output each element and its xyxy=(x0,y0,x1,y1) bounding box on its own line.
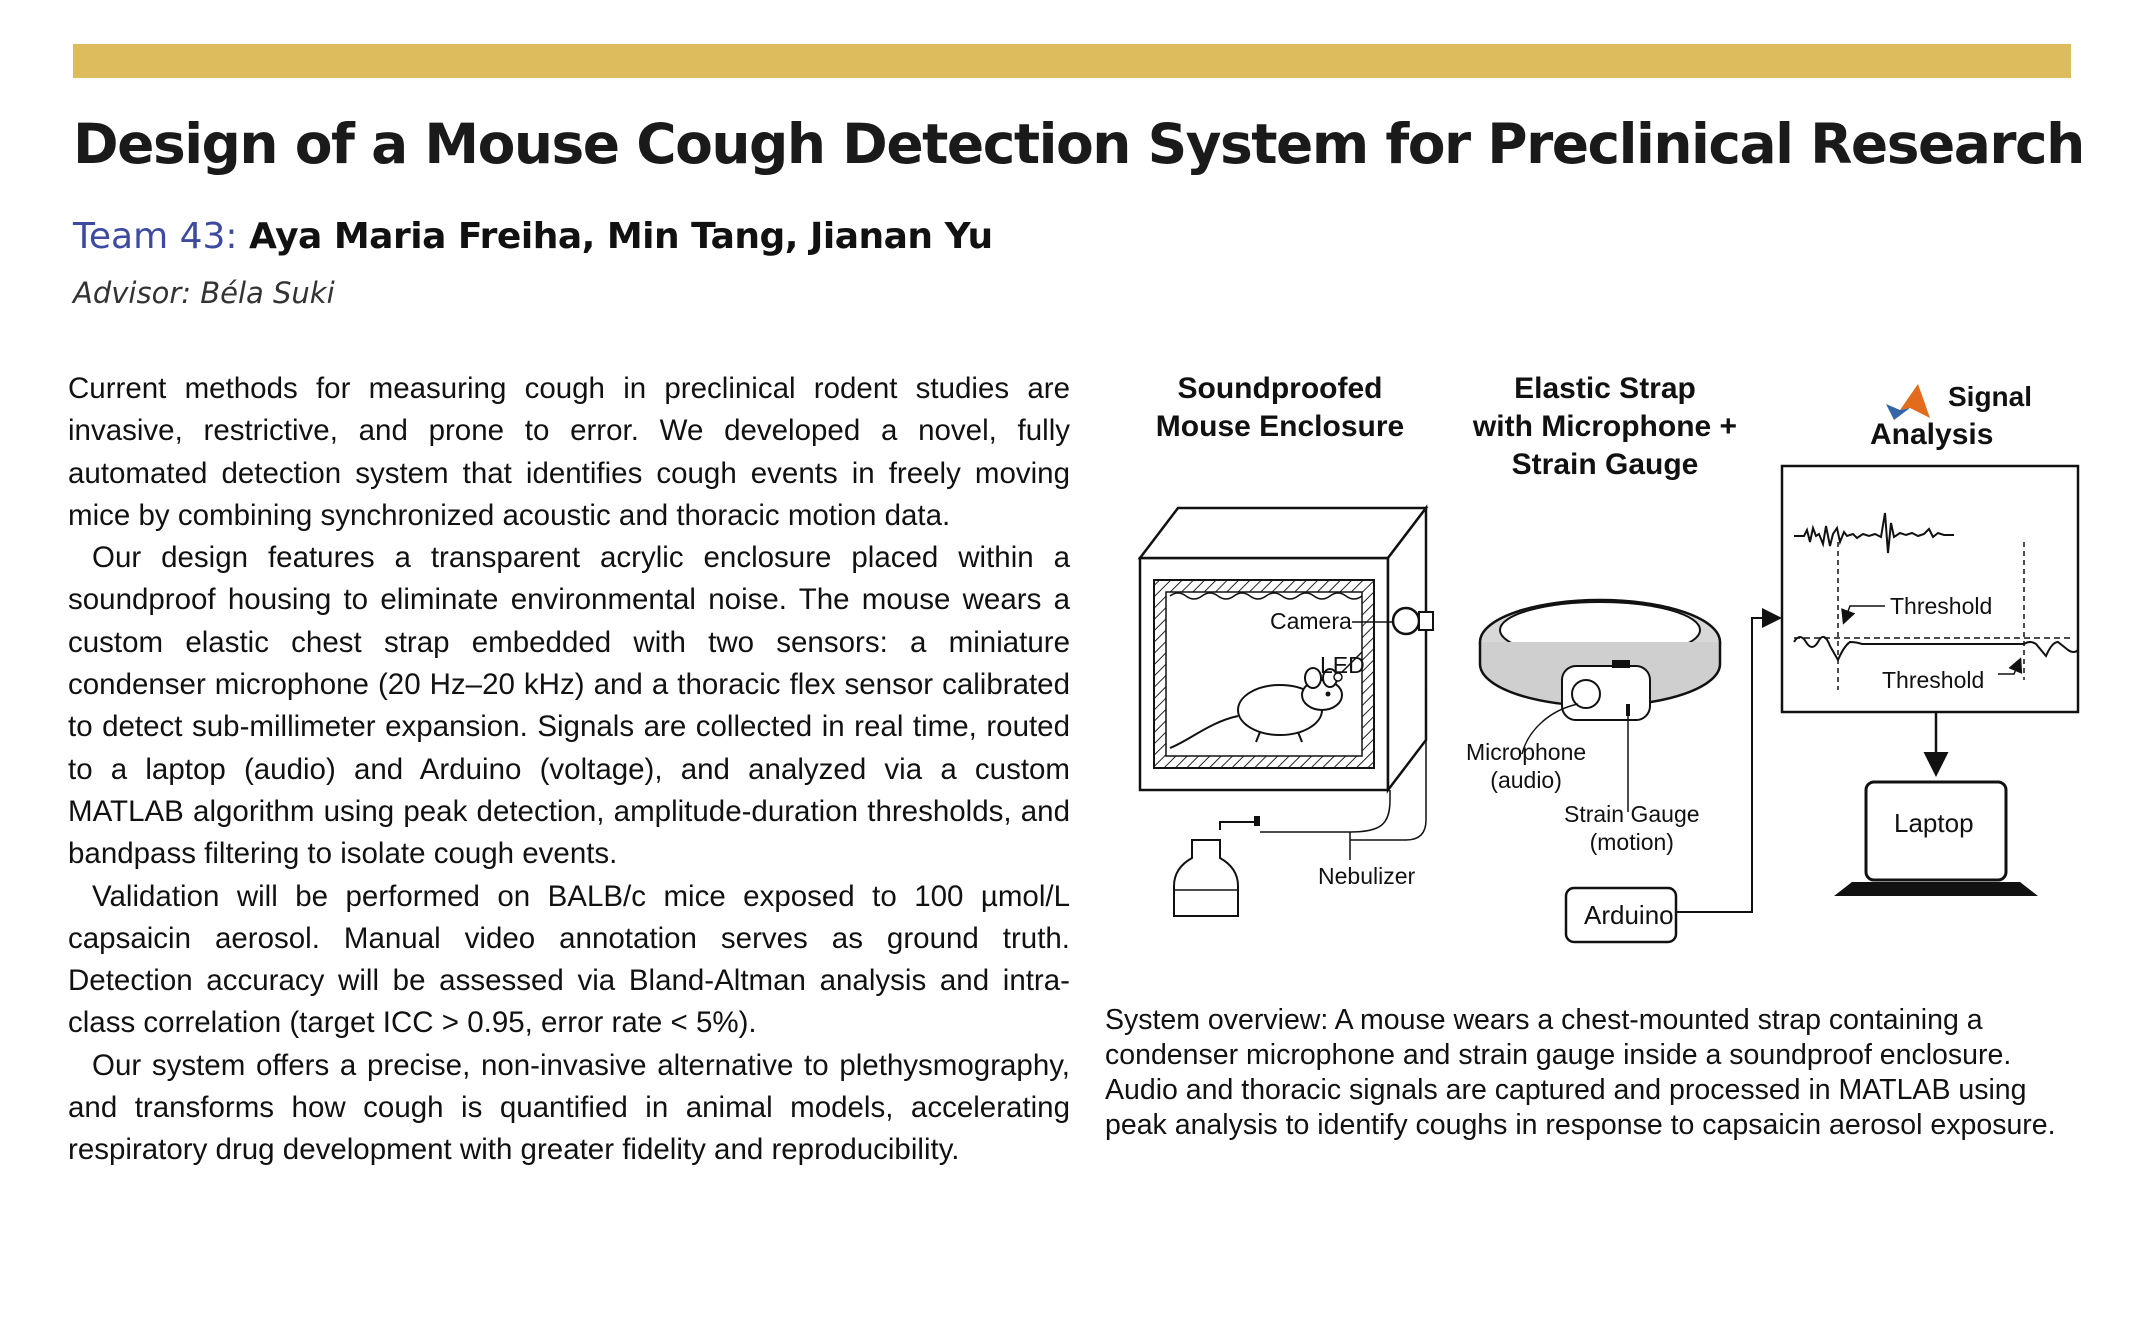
system-overview-figure xyxy=(1130,360,2110,980)
figure-caption: System overview: A mouse wears a chest-mounted strap containing a condenser microphone and strain gauge inside a soundproof enclosure. Audio and thoracic signals are captured and processed in MATLAB using peak analysis to identify coughs in response to capsaicin aerosol exposure. xyxy=(1105,1004,2056,1141)
paragraph-1: Current methods for measuring cough in preclinical rodent studies are invasive, restrictive, and prone to error. We developed a novel, fully automated detection system that identifies cough events in freely moving mice by combining synchronized acoustic and thoracic motion data. xyxy=(68,372,1070,532)
laptop-icon xyxy=(1834,782,2038,896)
arduino-label: Arduino xyxy=(1584,900,1674,930)
strap-heading: Elastic Strap with Microphone + Strain Gauge xyxy=(1472,372,1738,481)
paragraph-4: Our system offers a precise, non-invasive alternative to plethysmography, and transforms how cough is quantified in animal models, accelerating respiratory drug development with greater fidelity and reproducibility. xyxy=(68,1048,1070,1167)
abstract-body xyxy=(68,368,1070,1172)
accent-bar xyxy=(73,44,2071,78)
signal-heading: Signal Analysis xyxy=(1870,381,2033,451)
enclosure-heading: Soundproofed Mouse Enclosure xyxy=(1155,372,1405,443)
microphone-label: Microphone (audio) xyxy=(1466,739,1587,793)
enclosure-box xyxy=(1140,508,1426,790)
laptop-label: Laptop xyxy=(1894,808,1974,838)
nebulizer-label: Nebulizer xyxy=(1318,863,1416,889)
threshold-upper-label: Threshold xyxy=(1890,593,1993,619)
page-title: Design of a Mouse Cough Detection System for Preclinical Research xyxy=(73,112,2084,176)
paragraph-2: Our design features a transparent acrylic enclosure placed within a soundproof housing to eliminate environmental noise. The mouse wears a custom elastic chest strap embedded with two sensors: a miniature condenser microphone (20 Hz–20 kHz) and a thoracic flex sensor calibrated to detect sub-millimeter expansion. Signals are collected in real time, routed to a laptop (audio) and Arduino (voltage), and analyzed via a custom MATLAB algorithm using peak detection, amplitude-duration thresholds, and bandpass filtering to isolate cough events. xyxy=(68,541,1070,871)
strain-gauge-label: Strain Gauge (motion) xyxy=(1564,801,1700,855)
team-members: Aya Maria Freiha, Min Tang, Jianan Yu xyxy=(248,216,993,257)
team-label: Team 43: xyxy=(73,216,238,257)
paragraph-3: Validation will be performed on BALB/c mice exposed to 100 µmol/L capsaicin aerosol. Manual video annotation serves as ground truth. Detection accuracy will be assessed via Bland-Altman analysis and intra-class correlation (target ICC > 0.95, error rate < 5%). xyxy=(68,879,1070,1040)
advisor: Advisor: Béla Suki xyxy=(73,276,335,310)
threshold-lower-label: Threshold xyxy=(1882,667,1985,693)
team-line xyxy=(73,216,993,257)
led-label: LED xyxy=(1320,652,1365,678)
camera-label: Camera xyxy=(1270,608,1352,634)
